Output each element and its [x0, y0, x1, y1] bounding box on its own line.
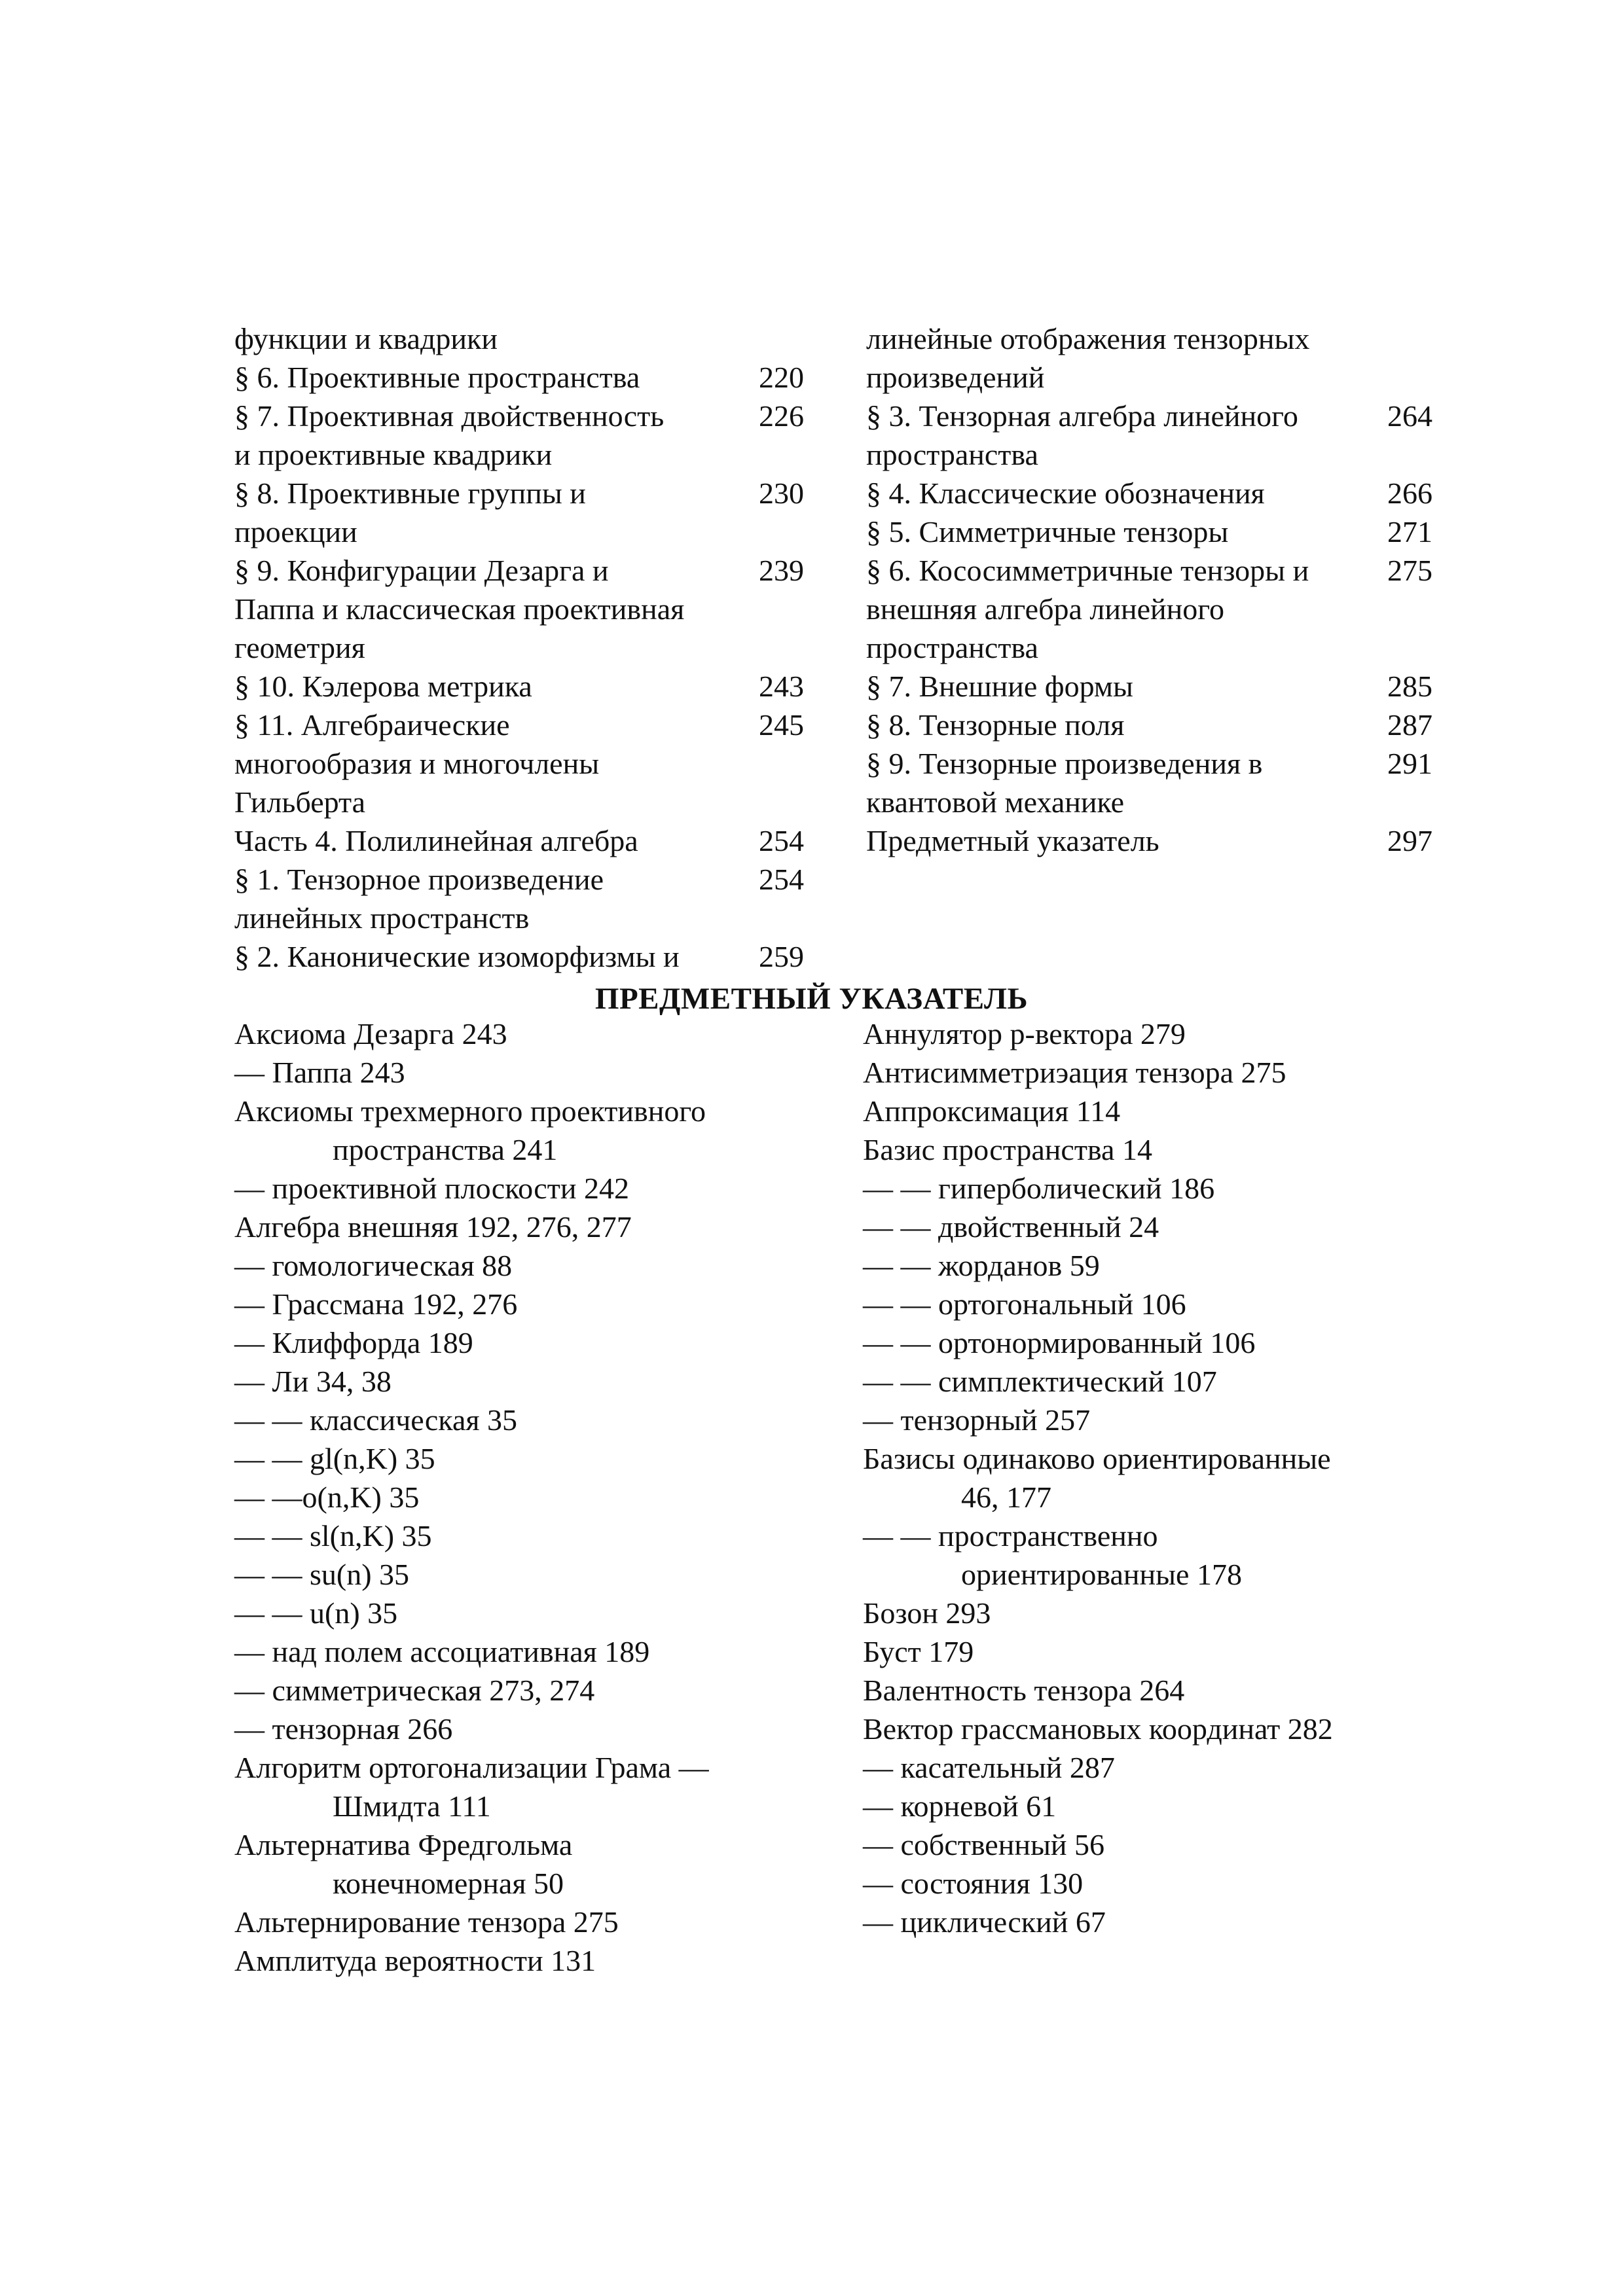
- toc-entry: [234, 667, 804, 706]
- toc-entry: [866, 706, 1432, 744]
- toc-entry-title: линейные отображения тензорных: [866, 322, 1310, 355]
- toc-entry-title: линейных пространств: [234, 901, 530, 935]
- toc-entry-title: пространства: [866, 438, 1038, 471]
- index-entry: — корневой 61: [863, 1789, 1057, 1823]
- toc-entry: [234, 551, 804, 590]
- index-entry: — — пространственно: [863, 1519, 1158, 1552]
- index-entry: Алгоритм ортогонализации Грама —: [234, 1751, 709, 1784]
- index-entry: — симметрическая 273, 274: [234, 1674, 595, 1707]
- toc-entry-page: 297: [1387, 824, 1432, 857]
- toc-entry-page: 245: [759, 708, 804, 742]
- index-entry: — — gl(n,K) 35: [234, 1442, 435, 1475]
- toc-entry-title: § 9. Тензорные произведения в: [866, 747, 1263, 780]
- toc-entry-title: § 11. Алгебраические: [234, 708, 510, 742]
- toc-entry-page: 291: [1387, 747, 1432, 780]
- toc-entry: [234, 783, 804, 821]
- index-entry: — над полем ассоциативная 189: [234, 1635, 650, 1668]
- index-entry: пространства 241: [333, 1133, 558, 1166]
- toc-entry-title: проекции: [234, 515, 357, 548]
- toc-entry: [234, 821, 804, 860]
- index-entry: Альтернирование тензора 275: [234, 1905, 619, 1939]
- toc-entry-page: 287: [1387, 708, 1432, 742]
- index-entry: — — двойственный 24: [863, 1210, 1159, 1244]
- toc-entry-title: Часть 4. Полилинейная алгебра: [234, 824, 638, 857]
- toc-entry: [866, 783, 1432, 821]
- toc-entry: [234, 397, 804, 435]
- index-entry: Амплитуда вероятности 131: [234, 1944, 596, 1977]
- index-entry: — Клиффорда 189: [234, 1326, 473, 1359]
- toc-entry: [234, 319, 804, 358]
- index-entry: Аксиома Дезарга 243: [234, 1017, 507, 1050]
- toc-entry: [866, 821, 1432, 860]
- toc-entry-title: § 6. Проективные пространства: [234, 361, 640, 394]
- toc-entry-page: 266: [1387, 476, 1432, 510]
- index-entry: Альтернатива Фредгольма: [234, 1828, 573, 1861]
- index-entry: Базисы одинаково ориентированные: [863, 1442, 1331, 1475]
- index-entry: Антисимметриэация тензора 275: [863, 1056, 1286, 1089]
- index-entry: — гомологическая 88: [234, 1249, 513, 1282]
- toc-entry-title: § 10. Кэлерова метрика: [234, 670, 532, 703]
- index-entry: Аксиомы трехмерного проективного: [234, 1094, 706, 1128]
- toc-entry-page: 259: [759, 940, 804, 973]
- toc-entry: [866, 551, 1432, 590]
- toc-entry-page: 271: [1387, 515, 1432, 548]
- index-entry: — — жорданов 59: [863, 1249, 1100, 1282]
- toc-entry-page: 264: [1387, 399, 1432, 433]
- toc-entry-title: § 8. Проективные группы и: [234, 476, 586, 510]
- index-entry: Аппроксимация 114: [863, 1094, 1121, 1128]
- toc-entry: [866, 744, 1432, 783]
- toc-entry-title: геометрия: [234, 631, 365, 664]
- index-left-column: [234, 1014, 824, 1980]
- index-entry: — — su(n) 35: [234, 1558, 410, 1591]
- toc-entry-title: произведений: [866, 361, 1045, 394]
- toc-entry-page: 285: [1387, 670, 1432, 703]
- toc-entry-title: Гильберта: [234, 785, 366, 819]
- toc-entry: [234, 628, 804, 667]
- toc-right-column: [866, 319, 1432, 860]
- index-entry: — —o(n,K) 35: [234, 1480, 420, 1514]
- index-entry: — — sl(n,K) 35: [234, 1519, 432, 1552]
- toc-entry: [234, 512, 804, 551]
- toc-entry-page: 220: [759, 361, 804, 394]
- index-entry: Буст 179: [863, 1635, 974, 1668]
- index-entry: — проективной плоскости 242: [234, 1172, 629, 1205]
- index-entry: 46, 177: [961, 1480, 1051, 1514]
- toc-entry-title: § 7. Внешние формы: [866, 670, 1133, 703]
- index-entry: ориентированные 178: [961, 1558, 1242, 1591]
- toc-entry: [866, 358, 1432, 397]
- toc-entry-title: § 1. Тензорное произведение: [234, 863, 604, 896]
- toc-entry-title: § 5. Симметричные тензоры: [866, 515, 1229, 548]
- toc-entry: [234, 899, 804, 937]
- index-entry: — Грассмана 192, 276: [234, 1287, 518, 1321]
- toc-entry-page: 254: [759, 863, 804, 896]
- index-entry: — Паппа 243: [234, 1056, 405, 1089]
- toc-entry: [866, 590, 1432, 628]
- toc-entry-title: Предметный указатель: [866, 824, 1159, 857]
- toc-entry: [234, 744, 804, 783]
- toc-entry: [234, 860, 804, 899]
- index-entry: Алгебра внешняя 192, 276, 277: [234, 1210, 632, 1244]
- index-entry: — тензорная 266: [234, 1712, 453, 1746]
- toc-entry-title: многообразия и многочлены: [234, 747, 600, 780]
- index-entry: — собственный 56: [863, 1828, 1104, 1861]
- index-entry: — Ли 34, 38: [234, 1365, 392, 1398]
- toc-entry-page: 239: [759, 554, 804, 587]
- toc-entry-title: § 3. Тензорная алгебра линейного: [866, 399, 1298, 433]
- index-entry: — — ортонормированный 106: [863, 1326, 1256, 1359]
- toc-entry-page: 226: [759, 399, 804, 433]
- toc-entry-title: § 7. Проективная двойственность: [234, 399, 665, 433]
- toc-entry-title: функции и квадрики: [234, 322, 498, 355]
- toc-entry-page: 243: [759, 670, 804, 703]
- index-entry: конечномерная 50: [333, 1867, 564, 1900]
- index-entry: Шмидта 111: [333, 1789, 491, 1823]
- toc-entry: [866, 319, 1432, 358]
- index-entry: — — классическая 35: [234, 1403, 518, 1437]
- toc-entry: [234, 435, 804, 474]
- toc-entry-title: § 4. Классические обозначения: [866, 476, 1265, 510]
- toc-entry-title: § 8. Тензорные поля: [866, 708, 1125, 742]
- toc-left-column: [234, 319, 804, 976]
- toc-entry: [234, 474, 804, 512]
- toc-entry-title: внешняя алгебра линейного: [866, 592, 1224, 626]
- index-right-column: [863, 1014, 1452, 1941]
- toc-entry: [866, 628, 1432, 667]
- toc-entry: [234, 706, 804, 744]
- toc-entry: [234, 590, 804, 628]
- index-entry: — состояния 130: [863, 1867, 1084, 1900]
- index-entry: — — гиперболический 186: [863, 1172, 1215, 1205]
- toc-entry-title: пространства: [866, 631, 1038, 664]
- index-entry: Базис пространства 14: [863, 1133, 1152, 1166]
- toc-entry: [866, 435, 1432, 474]
- index-entry: Валентность тензора 264: [863, 1674, 1185, 1707]
- toc-entry-title: § 6. Кососимметричные тензоры и: [866, 554, 1309, 587]
- toc-entry-title: Паппа и классическая проективная: [234, 592, 685, 626]
- toc-entry: [866, 474, 1432, 512]
- toc-entry: [866, 397, 1432, 435]
- index-entry: — касательный 287: [863, 1751, 1115, 1784]
- toc-entry-title: § 9. Конфигурации Дезарга и: [234, 554, 609, 587]
- index-entry: — — u(n) 35: [234, 1596, 398, 1630]
- index-entry: — — ортогональный 106: [863, 1287, 1186, 1321]
- index-entry: Аннулятор р-вектора 279: [863, 1017, 1186, 1050]
- toc-entry: [866, 667, 1432, 706]
- toc-entry: [866, 512, 1432, 551]
- index-entry: Бозон 293: [863, 1596, 991, 1630]
- toc-entry-page: 230: [759, 476, 804, 510]
- index-entry: — — симплектический 107: [863, 1365, 1217, 1398]
- index-entry: — циклический 67: [863, 1905, 1106, 1939]
- index-heading: ПРЕДМЕТНЫЙ УКАЗАТЕЛЬ: [594, 982, 1029, 1016]
- toc-entry-page: 275: [1387, 554, 1432, 587]
- toc-entry-title: и проективные квадрики: [234, 438, 553, 471]
- toc-entry: [234, 937, 804, 976]
- index-entry: Вектор грассмановых координат 282: [863, 1712, 1333, 1746]
- toc-entry: [234, 358, 804, 397]
- toc-entry-title: § 2. Канонические изоморфизмы и: [234, 940, 680, 973]
- toc-entry-title: квантовой механике: [866, 785, 1125, 819]
- toc-entry-page: 254: [759, 824, 804, 857]
- index-entry: — тензорный 257: [863, 1403, 1091, 1437]
